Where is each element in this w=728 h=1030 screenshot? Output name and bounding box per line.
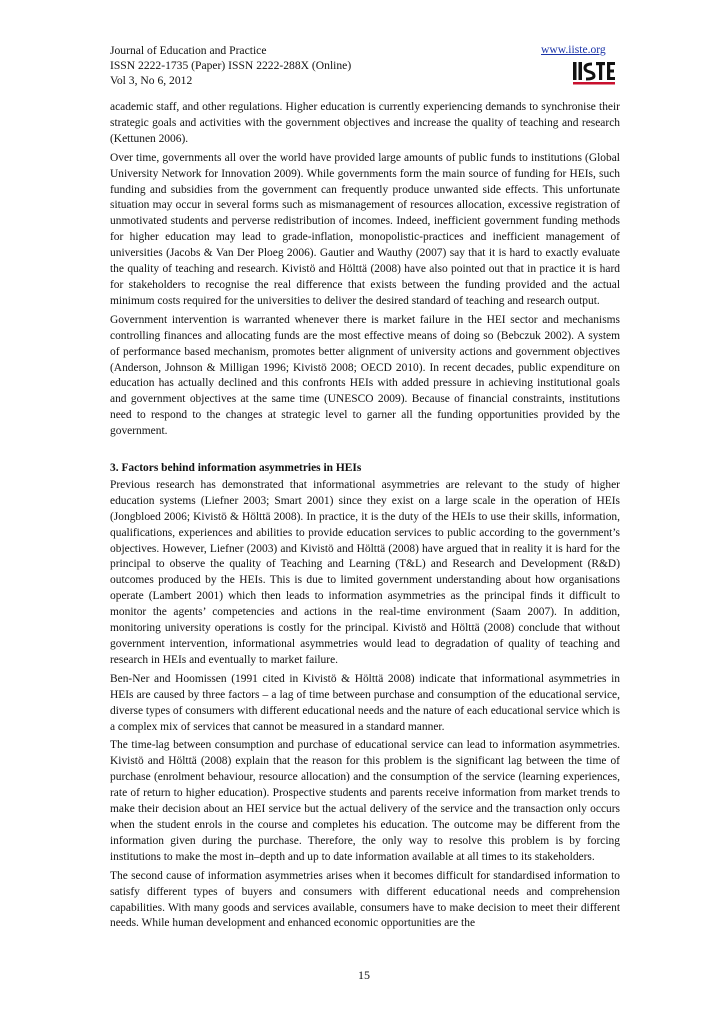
section-heading: 3. Factors behind information asymmetries in HEIs [110,462,362,475]
iiste-logo [572,58,616,88]
journal-title: Journal of Education and Practice [110,44,267,57]
paragraph: Government intervention is warranted whenever there is market failure in the HEI sector and mechanisms controlling finances and allocating funds are the most effective means of doing so (Bebczuk 2002). A system of performance based mechanism, promotes better alignment of university actions and government objectives (Anderson, Johnson & Milligan 1996; Kivistö 2008; OECD 2010). In recent decades, public expenditure on education has actually declined and this confronts HEIs with added pressure in achieving institutional goals and government objectives at the same time (UNESCO 2009). Because of financial constraints, institutions need to respond to the changes at strategic level to garner all the funding opportunities provided by the government. [110,313,620,438]
page-number: 15 [358,968,370,982]
journal-url-link[interactable]: www.iiste.org [541,43,606,56]
paragraph: Over time, governments all over the world have provided large amounts of public funds to institutions (Global University Network for Innovation 2009). While governments form the main source of funding for HEIs, such funding and subsidies from the government can frequently produce unwanted side effects. This unfortunate situation may occur in several forms such as mismanagement of resources allocation, excessive registration of unmotivated students and perverse redistribution of incomes. Indeed, inefficient government funding methods for higher education may lead to grade-inflation, monopolistic-practices and inefficient management of universities (Jacobs & Van Der Ploeg 2006). Gautier and Wauthy (2007) say that it is hard to exactly evaluate the quality of teaching and research. Kivistö and Hölttä (2008) have also pointed out that in practice it is hard for stakeholders to recognise the real difference that exists between the funding provided and the actual minimum costs required for the universities to deliver the desired standard of teaching and research output. [110,151,620,307]
journal-issn: ISSN 2222-1735 (Paper) ISSN 2222-288X (Online) [110,59,352,72]
paragraph: academic staff, and other regulations. Higher education is currently experiencing demands to synchronise their strategic goals and activities with the government objectives and increase the quality of teaching and research (Kettunen 2006). [110,101,620,145]
journal-volume: Vol 3, No 6, 2012 [110,74,193,87]
paragraph: Previous research has demonstrated that informational asymmetries are relevant to the study of higher education systems (Liefner 2003; Smart 2001) since they exist on a large scale in the operation of HEIs (Jongbloed 2006; Kivistö & Hölttä 2008). In practice, it is the duty of the HEIs to use their skills, information, qualifications, experiences and abilities to provide education services to public according to the government’s objectives. However, Liefner (2003) and Kivistö and Hölttä (2008) have argued that in reality it is hard for the principal to observe the quality of Teaching and Learning (T&L) and Research and Development (R&D) outcomes produced by the HEIs. This is due to limited government understanding about how organisations operate (Lambert 2001) which then leads to information asymmetries as the principal finds it difficult to monitor the agents’ competencies and actions in the real-time environment (Saam 2007). In addition, monitoring university operations is costly for the principal. Kivistö and Hölttä (2008) conclude that without government intervention, informational asymmetries would lead to degradation of quality of teaching and research in HEIs and eventually to market failure. [110,478,620,666]
paragraph: The second cause of information asymmetries arises when it becomes difficult for standardised information to satisfy different types of buyers and consumers with different educational needs and comprehension capabilities. With many goods and services available, consumers have to make decision to meet their different needs. While human development and enhanced economic opportunities are the [110,869,620,930]
article-body [110,100,620,935]
paragraph: The time-lag between consumption and purchase of educational service can lead to information asymmetries. Kivistö and Hölttä (2008) explain that the reason for this problem is the significant lag between the time of purchase (enrolment behaviour, resource allocation) and the consumption of the service (learning experiences, rate of return to higher education). Prospective students and parents receive information from market trends to make their decision about an HEI service but the actual delivery of the service and the transaction only occurs when the student enrols in the course and completes his education. The outcome may be different from the information given during the purchase. Therefore, the only way to resolve this problem is by forcing institutions to make the most in–depth and up to date information available at all times to its stakeholders. [110,739,620,863]
paragraph: Ben-Ner and Hoomissen (1991 cited in Kivistö & Hölttä 2008) indicate that informational asymmetries in HEIs are caused by three factors – a lag of time between purchase and consumption of the educational service, diverse types of consumers with different educational needs and the nature of each educational service which is a complex mix of services that cannot be measured in a standard manner. [110,672,620,733]
